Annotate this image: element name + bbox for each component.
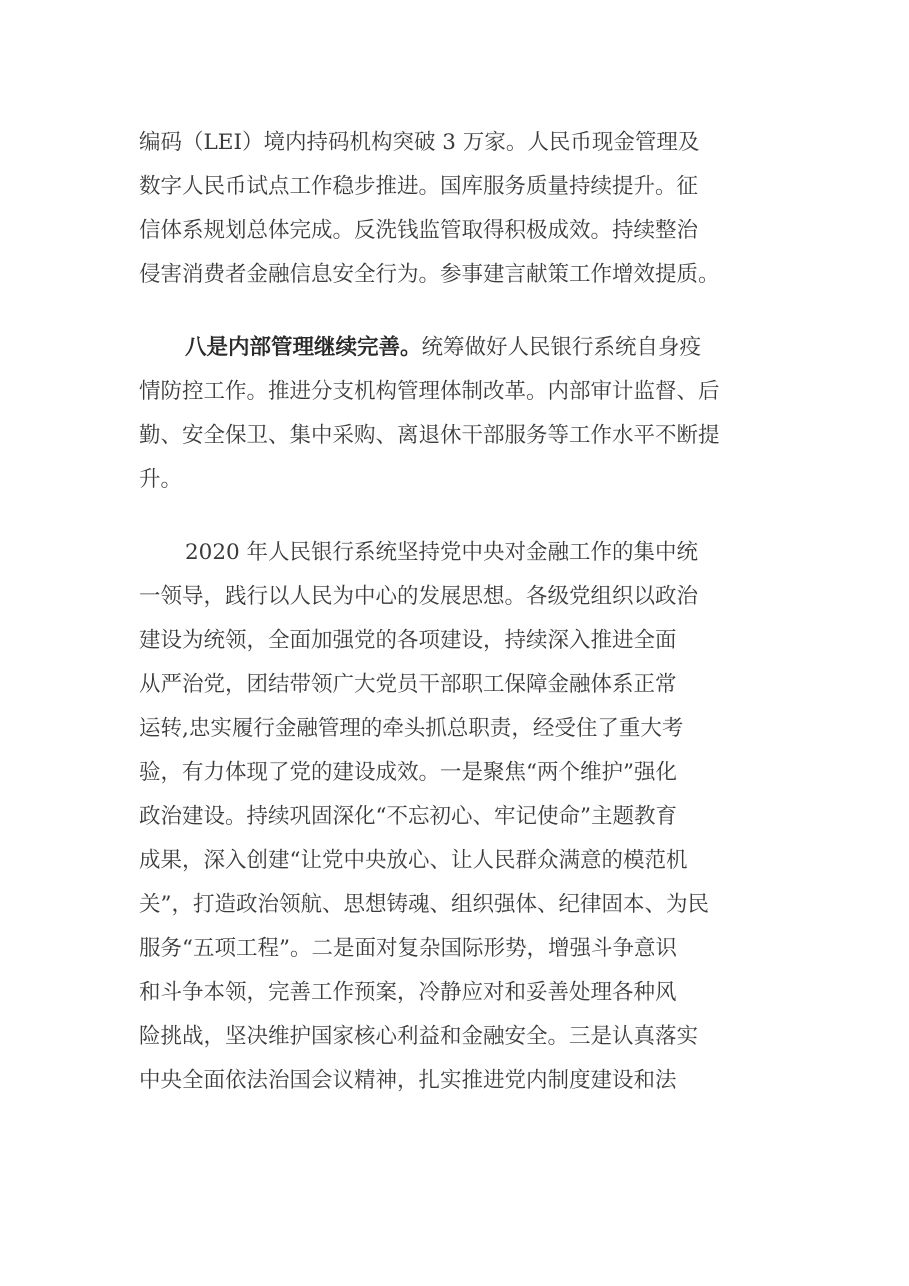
text-line: 编码（LEI）境内持码机构突破 3 万家。人民币现金管理及 [139,130,700,155]
text-line: 服务“五项工程”。二是面对复杂国际形势，增强斗争意识 [139,936,677,961]
text-line: 政治建设。持续巩固深化“不忘初心、牢记使命”主题教育 [139,804,677,829]
text-line: 情防控工作。推进分支机构管理体制改革。内部审计监督、后 [139,379,720,404]
text-line: 侵害消费者金融信息安全行为。参事建言献策工作增效提质。 [139,262,720,287]
text-line: 关”，打造政治领航、思想铸魂、组织强体、纪律固本、为民 [139,892,709,917]
paragraph-text: 统筹做好人民银行系统自身疫 [421,335,702,360]
text-line: 升。 [139,467,183,492]
paragraph-lead-heading: 八是内部管理继续完善。 [185,335,422,360]
text-line: 成果，深入创建“让党中央放心、让人民群众满意的模范机 [139,848,688,873]
text-line: 运转,忠实履行金融管理的牵头抓总职责，经受住了重大考 [139,716,684,741]
text-line: 数字人民币试点工作稳步推进。国库服务质量持续提升。征 [139,174,699,199]
text-line: 信体系规划总体完成。反洗钱监管取得积极成效。持续整治 [139,218,699,243]
text-line: 一领导，践行以人民为中心的发展思想。各级党组织以政治 [139,584,699,609]
text-line: 中央全面依法治国会议精神，扎实推进党内制度建设和法 [139,1068,677,1093]
text-line: 2020 年人民银行系统坚持党中央对金融工作的集中统 [185,540,699,565]
text-line: 验，有力体现了党的建设成效。一是聚焦“两个维护”强化 [139,760,677,785]
text-line: 勤、安全保卫、集中采购、离退休干部服务等工作水平不断提 [139,423,720,448]
text-line [185,326,779,370]
text-line: 和斗争本领，完善工作预案，冷静应对和妥善处理各种风 [139,980,677,1005]
text-line: 从严治党，团结带领广大党员干部职工保障金融体系正常 [139,672,677,697]
text-line: 险挑战，坚决维护国家核心利益和金融安全。三是认真落实 [139,1024,699,1049]
text-line: 建设为统领，全面加强党的各项建设，持续深入推进全面 [139,628,677,653]
